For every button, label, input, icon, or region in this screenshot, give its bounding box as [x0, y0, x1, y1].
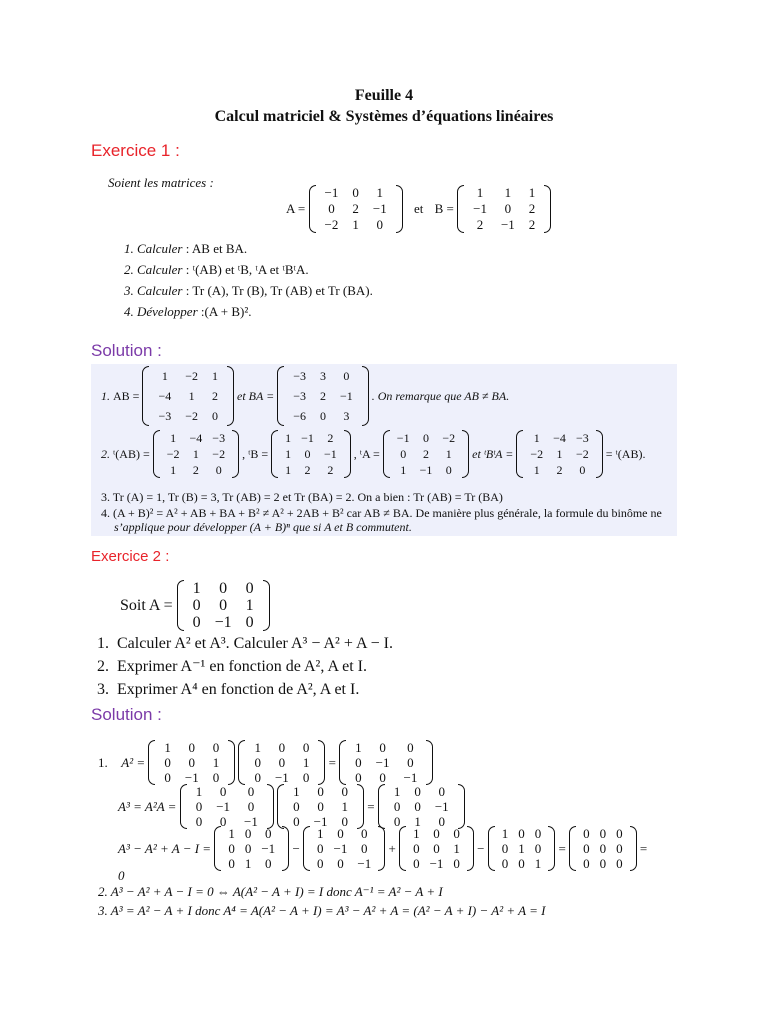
matrix-cell: 0 — [616, 841, 623, 856]
matrix-cell: 0 — [414, 784, 421, 799]
matrix-cell: 2 — [476, 217, 484, 232]
matrix-cell: 0 — [453, 856, 460, 871]
matrix-cell: 0 — [188, 740, 196, 755]
matrix-cell: −1 — [403, 770, 418, 785]
matrix-cell: 1 — [244, 856, 252, 871]
matrix-tB — [271, 430, 351, 478]
sol2-combination: A³ − A² + A − I = 1 0 0 0 0 −1 0 1 0 − 1 0 0 0 −1 0 0 0 −1 + 1 0 0 0 0 1 0 −1 0 − 1 0 0 0 1 0 0 0 1 = 0 0 0 0 0 0 0 0 0 = — [118, 826, 648, 871]
matrix-cell: 1 — [212, 755, 220, 770]
matrix-A2 — [177, 580, 270, 631]
ex2-question-3: 3. Exprimer A⁴ en fonction de A², A et I. — [97, 681, 360, 698]
ex1-matrices — [286, 185, 551, 233]
matrix-cell: 1 — [285, 463, 292, 477]
matrix-cell: 0 — [317, 841, 324, 856]
matrix-cell: 0 — [407, 755, 414, 770]
matrix-grid — [286, 784, 355, 829]
matrix-cell: 0 — [376, 217, 384, 232]
matrix-cell: 0 — [414, 799, 421, 814]
matrix-A — [309, 185, 403, 233]
matrix-cell: 0 — [501, 841, 509, 856]
matrix-grid — [312, 826, 376, 871]
matrix-cell: 0 — [212, 770, 220, 785]
matrix-cell: −1 — [396, 431, 410, 445]
matrix-cell: 1 — [164, 740, 171, 755]
matrix-cell: −1 — [216, 799, 231, 814]
solution-1-heading: Solution : — [91, 341, 162, 360]
matrix-grid — [497, 826, 547, 871]
matrix-cell: −1 — [333, 841, 348, 856]
a2-factor-2 — [238, 740, 325, 785]
matrix-cell: −4 — [158, 389, 172, 403]
matrix-cell: 0 — [244, 826, 252, 841]
matrix-cell: 0 — [445, 463, 452, 477]
matrix-A-label: A = — [286, 201, 306, 216]
matrix-cell: 0 — [219, 597, 228, 614]
matrix-cell: −1 — [274, 770, 289, 785]
matrix-cell: 0 — [534, 841, 542, 856]
matrix-cell: 1 — [556, 447, 563, 461]
matrix-cell: 0 — [343, 369, 350, 383]
matrix-cell: 1 — [192, 447, 199, 461]
matrix-cell: 0 — [393, 814, 401, 829]
sol2-line-3: 3. A³ = A² − A + I donc A⁴ = A(A² − A + I) = A³ − A² + A = (A² − A + I) − A² + A = I — [98, 903, 546, 918]
matrix-tA — [383, 430, 469, 478]
and-label: et — [413, 201, 424, 216]
matrix-cell: 0 — [413, 841, 420, 856]
matrix-cell: 0 — [293, 799, 300, 814]
matrix-cell: 1 — [534, 856, 542, 871]
matrix-cell: −3 — [212, 431, 226, 445]
combo-m2 — [303, 826, 385, 871]
matrix-cell: −2 — [212, 447, 226, 461]
ex1-questions — [124, 238, 373, 322]
matrix-cell: 0 — [379, 740, 386, 755]
matrix-cell: 1 — [393, 784, 401, 799]
matrix-cell: 0 — [293, 814, 300, 829]
soit-label: Soit A = — [120, 596, 173, 614]
matrix-cell: 1 — [317, 826, 324, 841]
combo-m3 — [399, 826, 474, 871]
matrix-cell: 0 — [228, 856, 235, 871]
matrix-grid — [408, 826, 465, 871]
matrix-cell: −1 — [429, 856, 444, 871]
matrix-grid — [247, 740, 316, 785]
matrix-cell: 2 — [528, 201, 536, 216]
matrix-cell: 0 — [265, 826, 272, 841]
matrix-cell: −2 — [530, 447, 544, 461]
matrix-cell: −1 — [313, 814, 328, 829]
matrix-grid — [189, 784, 265, 829]
matrix-cell: 0 — [247, 784, 255, 799]
combo-m4 — [488, 826, 556, 871]
matrix-cell: 0 — [219, 784, 227, 799]
matrix-cell: 0 — [393, 799, 401, 814]
matrix-cell: −1 — [375, 755, 390, 770]
ex2-question-1: 1. Calculer A² et A³. Calculer A³ − A² + A − I. — [97, 635, 393, 652]
sheet-title: Feuille 4 — [354, 87, 414, 104]
matrix-cell: 0 — [254, 770, 261, 785]
matrix-grid — [466, 185, 542, 233]
sol2-line-2: 2. A³ − A² + A − I = 0 ⇔ A(A² − A + I) = I donc A⁻¹ = A² − A + I — [98, 884, 443, 899]
matrix-grid — [392, 430, 460, 478]
matrix-cell: 1 — [302, 755, 310, 770]
sol1-line-1: 1. AB = 1 −2 1 −4 1 2 −3 −2 0 et BA = −3 3 0 −3 2 −1 −6 0 3 . On remarque que AB ≠ BA. — [101, 366, 509, 426]
sol1-line-4a: 4. (A + B)² = A² + AB + BA + B² ≠ A² + 2AB + B² car AB ≠ BA. De manière plus générale, la formule du binôme ne — [101, 506, 662, 520]
matrix-AB — [142, 366, 234, 426]
matrix-cell: 2 — [528, 217, 536, 232]
matrix-grid — [162, 430, 230, 478]
matrix-cell: 0 — [337, 826, 344, 841]
exercise-1-heading: Exercice 1 : — [91, 141, 180, 160]
matrix-cell: 0 — [317, 856, 324, 871]
matrix-cell: −1 — [324, 185, 339, 200]
matrix-cell: 1 — [376, 185, 384, 200]
matrix-grid — [151, 366, 225, 426]
matrix-cell: 0 — [254, 755, 261, 770]
matrix-cell: 0 — [164, 770, 171, 785]
matrix-cell: 1 — [355, 740, 362, 755]
matrix-cell: 2 — [319, 389, 326, 403]
matrix-cell: 1 — [192, 580, 201, 597]
matrix-cell: 0 — [212, 740, 220, 755]
matrix-cell: 1 — [212, 369, 218, 383]
matrix-B-label: B = — [434, 201, 454, 216]
matrix-cell: 0 — [355, 770, 362, 785]
a3-factor-1 — [180, 784, 274, 829]
matrix-cell: 0 — [341, 814, 348, 829]
matrix-cell: 0 — [433, 826, 440, 841]
matrix-cell: 0 — [212, 409, 218, 423]
matrix-cell: 1 — [285, 447, 292, 461]
matrix-grid — [223, 826, 280, 871]
matrix-cell: 0 — [195, 799, 203, 814]
matrix-cell: 0 — [518, 856, 525, 871]
matrix-grid — [186, 580, 261, 631]
matrix-cell: 0 — [433, 841, 440, 856]
combo-result — [569, 826, 637, 871]
matrix-cell: 0 — [337, 856, 344, 871]
matrix-grid — [318, 185, 394, 233]
matrix-cell: 1 — [518, 841, 525, 856]
combo-m1 — [214, 826, 289, 871]
matrix-cell: 1 — [254, 740, 261, 755]
matrix-cell: −3 — [575, 431, 589, 445]
matrix-cell: −1 — [339, 389, 353, 403]
ex1-intro: Soient les matrices : — [108, 175, 214, 190]
matrix-cell: 0 — [400, 447, 407, 461]
matrix-grid — [157, 740, 226, 785]
matrix-cell: −1 — [323, 447, 337, 461]
matrix-cell: 0 — [247, 799, 255, 814]
matrix-cell: −6 — [293, 409, 306, 423]
matrix-cell: 0 — [244, 841, 252, 856]
matrix-cell: 1 — [533, 431, 540, 445]
matrix-cell: 0 — [352, 185, 359, 200]
sol1-line-2: 2. ᵗ(AB) = 1 −4 −3 −2 1 −2 1 2 0 , ᵗB = 1 −1 2 1 0 −1 1 2 2 , ᵗA = −1 0 −2 0 2 1 1 −1 0 et ᵗBᵗA = 1 −4 −3 −2 1 −2 1 2 0 = ᵗ(AB). — [101, 431, 646, 477]
matrix-B — [457, 185, 551, 233]
matrix-cell: 0 — [215, 463, 222, 477]
matrix-cell: −3 — [293, 389, 306, 403]
matrix-grid — [578, 826, 628, 871]
matrix-cell: 0 — [319, 409, 326, 423]
matrix-cell: −2 — [442, 431, 456, 445]
matrix-cell: −1 — [473, 201, 487, 216]
matrix-cell: 0 — [188, 755, 196, 770]
matrix-cell: 0 — [599, 826, 607, 841]
matrix-cell: −1 — [244, 814, 258, 829]
matrix-cell: 2 — [327, 431, 334, 445]
matrix-cell: −4 — [553, 431, 566, 445]
matrix-grid — [286, 366, 360, 426]
matrix-cell: 0 — [317, 784, 324, 799]
matrix-cell: 0 — [228, 841, 235, 856]
matrix-cell: 0 — [302, 740, 310, 755]
matrix-cell: 0 — [583, 856, 590, 871]
ex1-question-2: 2. Calculer : ᵗ(AB) et ᵗB, ᵗA et ᵗBᵗA. — [124, 262, 309, 277]
matrix-cell: 2 — [556, 463, 563, 477]
matrix-cell: −2 — [185, 369, 198, 383]
solution-1-box — [91, 364, 677, 536]
ex2-question-2: 2. Exprimer A⁻¹ en fonction de A², A et I. — [97, 658, 367, 675]
matrix-grid — [348, 740, 424, 785]
matrix-cell: 0 — [355, 755, 362, 770]
matrix-cell: 0 — [164, 755, 171, 770]
matrix-cell: 0 — [361, 826, 368, 841]
matrix-cell: 1 — [528, 185, 536, 200]
matrix-cell: −1 — [500, 217, 515, 232]
matrix-cell: 0 — [413, 856, 420, 871]
ex1-question-3: 3. Calculer : Tr (A), Tr (B), Tr (AB) et Tr (BA). — [124, 283, 373, 298]
matrix-cell: 0 — [438, 784, 445, 799]
matrix-cell: 0 — [583, 841, 590, 856]
matrix-cell: 1 — [188, 389, 195, 403]
matrix-cell: 1 — [245, 597, 254, 614]
matrix-cell: 1 — [476, 185, 484, 200]
matrix-cell: 2 — [352, 201, 359, 216]
matrix-cell: 0 — [361, 841, 368, 856]
combo-zero: 0 — [118, 868, 125, 883]
matrix-cell: 0 — [422, 431, 429, 445]
matrix-cell: 1 — [228, 826, 235, 841]
matrix-cell: 1 — [161, 369, 168, 383]
matrix-cell: 2 — [192, 463, 199, 477]
matrix-cell: 0 — [407, 740, 414, 755]
matrix-cell: −1 — [184, 770, 199, 785]
matrix-cell: 0 — [341, 784, 348, 799]
matrix-cell: 0 — [599, 841, 607, 856]
matrix-cell: 1 — [445, 447, 452, 461]
sol2-A2: 1. A² = 1 0 0 0 0 1 0 −1 0 1 0 0 0 0 1 0 −1 0 = 1 0 0 0 −1 0 0 0 −1 — [98, 740, 433, 785]
a2-factor-1 — [148, 740, 235, 785]
matrix-cell: −2 — [185, 409, 198, 423]
matrix-cell: 0 — [616, 856, 623, 871]
matrix-cell: 1 — [504, 185, 512, 200]
sheet-subtitle: Calcul matriciel & Systèmes d’équations linéaires — [214, 108, 554, 125]
matrix-cell: −2 — [166, 447, 180, 461]
matrix-BA — [277, 366, 369, 426]
matrix-cell: 1 — [170, 463, 177, 477]
matrix-cell: 3 — [319, 369, 326, 383]
matrix-cell: −1 — [419, 463, 433, 477]
matrix-cell: 0 — [317, 799, 324, 814]
sol1-line-3: 3. Tr (A) = 1, Tr (B) = 3, Tr (AB) = 2 et Tr (BA) = 2. On a bien : Tr (AB) = Tr (BA) — [101, 490, 503, 504]
matrix-cell: 0 — [278, 740, 286, 755]
matrix-tBtA — [516, 430, 602, 478]
matrix-cell: 0 — [219, 814, 227, 829]
matrix-cell: 0 — [278, 755, 286, 770]
matrix-cell: 0 — [504, 201, 512, 216]
matrix-cell: 3 — [343, 409, 350, 423]
matrix-tAB — [153, 430, 239, 478]
matrix-cell: 0 — [192, 597, 201, 614]
matrix-cell: −1 — [214, 614, 232, 631]
matrix-cell: 2 — [422, 447, 429, 461]
matrix-cell: 1 — [501, 826, 509, 841]
matrix-cell: −1 — [357, 856, 372, 871]
sol1-line-4b: s’applique pour développer (A + B)ⁿ que si A et B commutent. — [114, 520, 412, 534]
matrix-cell: 1 — [453, 841, 460, 856]
matrix-cell: 1 — [293, 784, 300, 799]
matrix-grid — [280, 430, 342, 478]
solution-2-heading: Solution : — [91, 705, 162, 724]
matrix-cell: 0 — [192, 614, 201, 631]
ex2-questions — [97, 632, 393, 701]
matrix-cell: 2 — [304, 463, 311, 477]
matrix-cell: −1 — [261, 841, 276, 856]
matrix-cell: 2 — [327, 463, 334, 477]
matrix-cell: −3 — [293, 369, 306, 383]
ex1-question-1: 1. Calculer : AB et BA. — [124, 241, 248, 256]
matrix-cell: 1 — [195, 784, 203, 799]
matrix-cell: 1 — [414, 814, 421, 829]
matrix-cell: 0 — [579, 463, 586, 477]
matrix-cell: 0 — [195, 814, 203, 829]
ex1-question-4: 4. Développer :(A + B)². — [124, 304, 252, 319]
matrix-cell: −3 — [158, 409, 172, 423]
matrix-grid — [525, 430, 593, 478]
matrix-cell: −2 — [324, 217, 339, 232]
matrix-cell: 0 — [534, 826, 542, 841]
matrix-cell: 1 — [533, 463, 540, 477]
matrix-cell: −2 — [575, 447, 589, 461]
matrix-grid — [387, 784, 456, 829]
a3-factor-2 — [277, 784, 364, 829]
a2-result — [339, 740, 433, 785]
exercise-2-heading: Exercice 2 : — [91, 548, 170, 565]
matrix-cell: 0 — [379, 770, 386, 785]
matrix-cell: 0 — [304, 447, 311, 461]
matrix-cell: −4 — [189, 431, 203, 445]
matrix-cell: 1 — [170, 431, 177, 445]
matrix-cell: 0 — [438, 814, 445, 829]
matrix-cell: 0 — [453, 826, 460, 841]
matrix-cell: −1 — [372, 201, 387, 216]
matrix-cell: 0 — [245, 580, 254, 597]
matrix-cell: 1 — [285, 431, 292, 445]
a3-result — [378, 784, 465, 829]
matrix-cell: 0 — [265, 856, 272, 871]
matrix-cell: 2 — [212, 389, 218, 403]
matrix-cell: −1 — [301, 431, 314, 445]
matrix-cell: 1 — [413, 826, 420, 841]
matrix-cell: 0 — [245, 614, 254, 631]
matrix-cell: 0 — [518, 826, 525, 841]
matrix-cell: 1 — [341, 799, 348, 814]
matrix-cell: 0 — [501, 856, 509, 871]
matrix-cell: 0 — [219, 580, 228, 597]
matrix-cell: 1 — [352, 217, 359, 232]
matrix-cell: 0 — [302, 770, 310, 785]
matrix-cell: 0 — [583, 826, 590, 841]
ex2-matrix-def — [120, 580, 270, 631]
matrix-cell: −1 — [434, 799, 449, 814]
matrix-cell: 0 — [599, 856, 607, 871]
matrix-cell: 0 — [616, 826, 623, 841]
matrix-cell: 1 — [400, 463, 407, 477]
matrix-cell: 0 — [328, 201, 335, 216]
sol2-A3: A³ = A²A = 1 0 0 0 −1 0 0 0 −1 1 0 0 0 0 1 0 −1 0 = 1 0 0 0 0 −1 0 1 0 — [118, 784, 465, 829]
